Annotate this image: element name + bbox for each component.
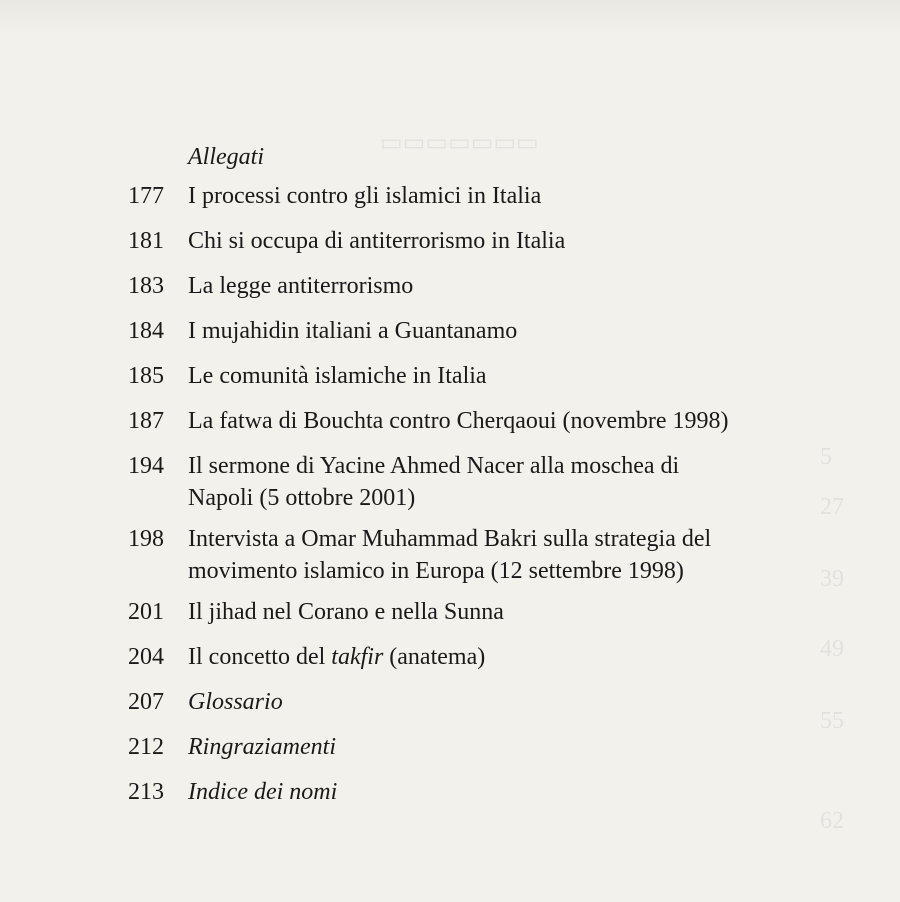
page-number: 201 [128, 599, 164, 625]
page-number: 212 [128, 734, 164, 760]
toc-entry[interactable] [128, 596, 848, 628]
toc-entry[interactable] [128, 450, 848, 514]
entry-title-prefix: Il concetto del [188, 644, 332, 670]
table-of-contents [128, 180, 848, 821]
entry-title: La fatwa di Bouchta contro Cherqaoui (novembre 1998) [188, 408, 729, 434]
entry-title [188, 450, 848, 514]
toc-entry[interactable] [128, 360, 848, 392]
toc-entry[interactable] [128, 686, 848, 718]
entry-title [188, 641, 848, 673]
entry-title-suffix: (anatema) [383, 644, 486, 670]
entry-title-line-1: Intervista a Omar Muhammad Bakri sulla strategia del [188, 526, 712, 552]
entry-title: Ringraziamenti [188, 734, 336, 760]
page-number: 204 [128, 644, 164, 670]
entry-title: I mujahidin italiani a Guantanamo [188, 318, 518, 344]
toc-entry[interactable] [128, 641, 848, 673]
entry-title: La legge antiterrorismo [188, 273, 414, 299]
entry-title: I processi contro gli islamici in Italia [188, 183, 542, 209]
page-number: 177 [128, 183, 164, 209]
page-number: 194 [128, 453, 164, 479]
entry-title: Chi si occupa di antiterrorismo in Italia [188, 228, 566, 254]
toc-entry[interactable] [128, 225, 848, 257]
toc-entry[interactable] [128, 315, 848, 347]
page-number: 198 [128, 526, 164, 552]
entry-title: Le comunità islamiche in Italia [188, 363, 487, 389]
toc-entry[interactable] [128, 270, 848, 302]
entry-title: Indice dei nomi [188, 779, 338, 805]
toc-entry[interactable] [128, 523, 848, 587]
entry-title [188, 523, 848, 587]
page-number: 207 [128, 689, 164, 715]
section-heading: Allegati [188, 144, 264, 170]
page-number: 181 [128, 228, 164, 254]
entry-title-italic: takfir [331, 644, 384, 670]
page-number: 184 [128, 318, 164, 344]
entry-title: Glossario [188, 689, 283, 715]
toc-entry[interactable] [128, 731, 848, 763]
entry-title-line-2: movimento islamico in Europa (12 settembre 1998) [188, 558, 684, 584]
toc-entry[interactable] [128, 180, 848, 212]
entry-title: Il jihad nel Corano e nella Sunna [188, 599, 504, 625]
page-number: 187 [128, 408, 164, 434]
entry-title-line-2: Napoli (5 ottobre 2001) [188, 485, 416, 511]
page-number: 213 [128, 779, 164, 805]
toc-entry[interactable] [128, 776, 848, 808]
page-number: 183 [128, 273, 164, 299]
entry-title-line-1: Il sermone di Yacine Ahmed Nacer alla moschea di [188, 453, 680, 479]
page-top-edge [0, 0, 900, 34]
page-number: 185 [128, 363, 164, 389]
toc-entry[interactable] [128, 405, 848, 437]
